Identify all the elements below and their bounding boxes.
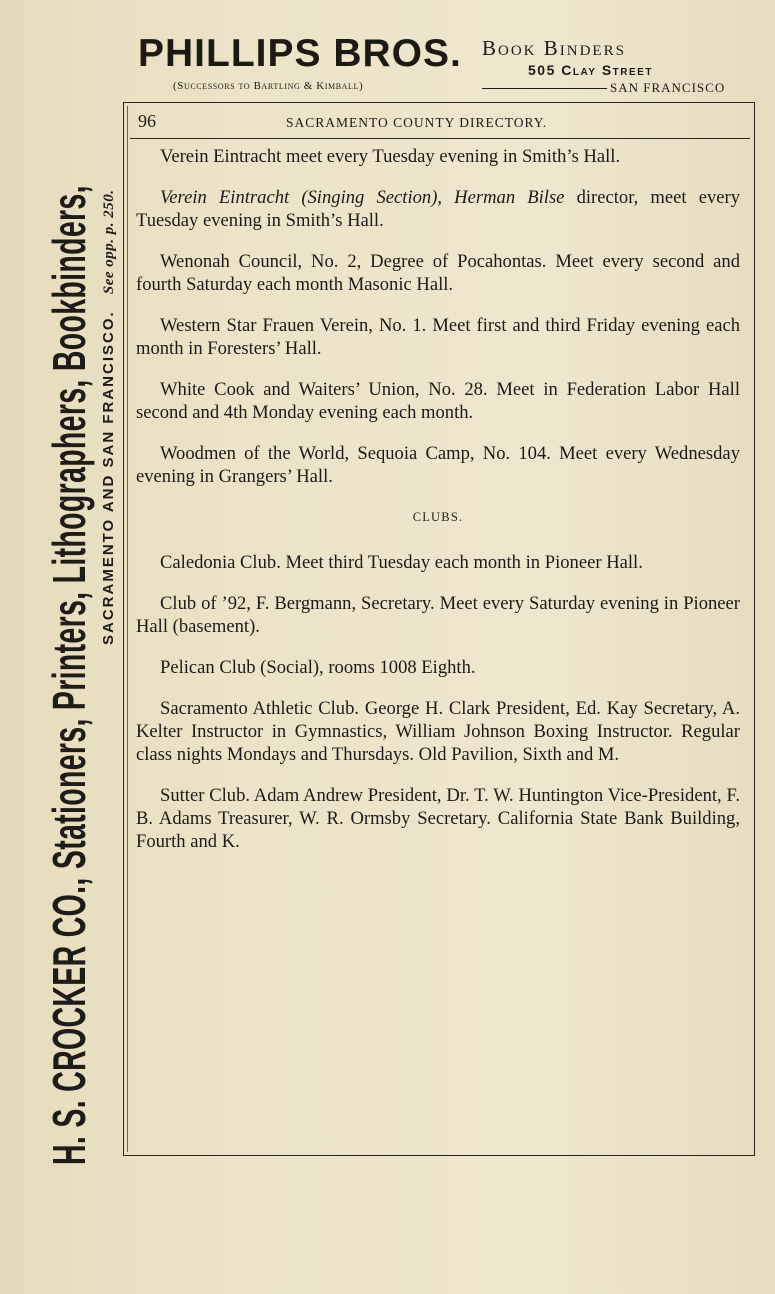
directory-entry [136,145,740,168]
entry-text: meet every Tuesday evening in Smith’s Hall. [281,146,621,167]
club-entry [136,656,740,679]
header-advertisement [130,30,750,100]
entry-text: Meet in Federation Labor Hall second and 4th Monday evening each month. [136,379,740,423]
directory-entry [136,378,740,424]
entry-text: director, meet every Tuesday evening in Smith’s Hall. [136,187,740,231]
entry-name: White Cook and Waiters’ Union, No. 28. [160,379,488,400]
directory-entry [136,314,740,360]
entry-name: Pelican Club (Social), rooms 1008 Eighth. [160,657,476,678]
entry-text: George H. Clark President, Ed. Kay Secretary, A. Kelter Instructor in Gymnastics, William Johnson Boxing Instructor. Regular class nights Mondays and Thursdays. Old Pavilion, Sixth and M. [136,698,740,765]
side-ad-locations: SACRAMENTO AND SAN FRANCISCO. [100,310,117,645]
page-number: 96 [138,111,156,131]
club-entry [136,592,740,638]
entries-column [136,145,740,871]
entry-name: Wenonah Council, No. 2, Degree of Pocahontas. [160,251,547,272]
entry-name: Western Star Frauen Verein, No. 1. [160,315,427,336]
side-ad-firm: H. S. CROCKER CO., [43,877,95,1165]
header-ad-city: SAN FRANCISCO [610,80,726,95]
entry-name: Verein Eintracht (Singing Section), Herman Bilse [160,187,565,208]
running-head: SACRAMENTO COUNTY DIRECTORY. [286,115,548,130]
directory-entry [136,186,740,232]
section-heading-clubs: CLUBS. [412,510,464,524]
side-advertisement [40,35,130,1165]
directory-box [123,102,755,1156]
entry-text: Meet third Tuesday each month in Pioneer Hall. [280,552,643,573]
entry-name: Sacramento Athletic Club. [160,698,360,719]
entry-name: Woodmen of the World, Sequoia Camp, No. 104. [160,443,551,464]
club-entry [136,784,740,853]
header-rule [130,138,750,139]
entry-text: Meet every Wednesday evening in Grangers’ Hall. [136,443,740,487]
entry-text: Meet every Saturday evening in Pioneer Hall (basement). [136,593,740,637]
entry-name: Sutter Club. [160,785,251,806]
club-entry [136,697,740,766]
entry-text: Meet first and third Friday evening each month in Foresters’ Hall. [136,315,740,359]
side-ad-trades: Stationers, Printers, Lithographers, Bookbinders, [43,185,95,870]
header-ad-trade: Book Binders [482,36,626,60]
club-entry [136,551,740,574]
entry-name: Caledonia Club. [160,552,281,573]
header-ad-rule [482,88,607,89]
entry-name: Verein Eintracht [160,146,282,167]
header-ad-successors: (Successors to Bartling & Kimball) [173,80,364,92]
directory-entry [136,250,740,296]
side-ad-see-note: See opp. p. 250. [101,189,117,295]
header-ad-street: 505 Clay Street [528,62,653,78]
entry-text: Adam Andrew President, Dr. T. W. Huntington Vice-President, F. B. Adams Treasurer, W. R. Ormsby Secretary. California State Bank Building, Fourth and K. [136,785,740,852]
directory-entry [136,442,740,488]
side-ad-subline [100,189,118,645]
entry-name: Club of ’92, F. Bergmann, Secretary. [160,593,435,614]
entry-text: Meet every second and fourth Saturday each month Masonic Hall. [136,251,740,295]
header-ad-firm: PHILLIPS BROS. [138,32,462,75]
side-ad-headline [42,185,96,1165]
